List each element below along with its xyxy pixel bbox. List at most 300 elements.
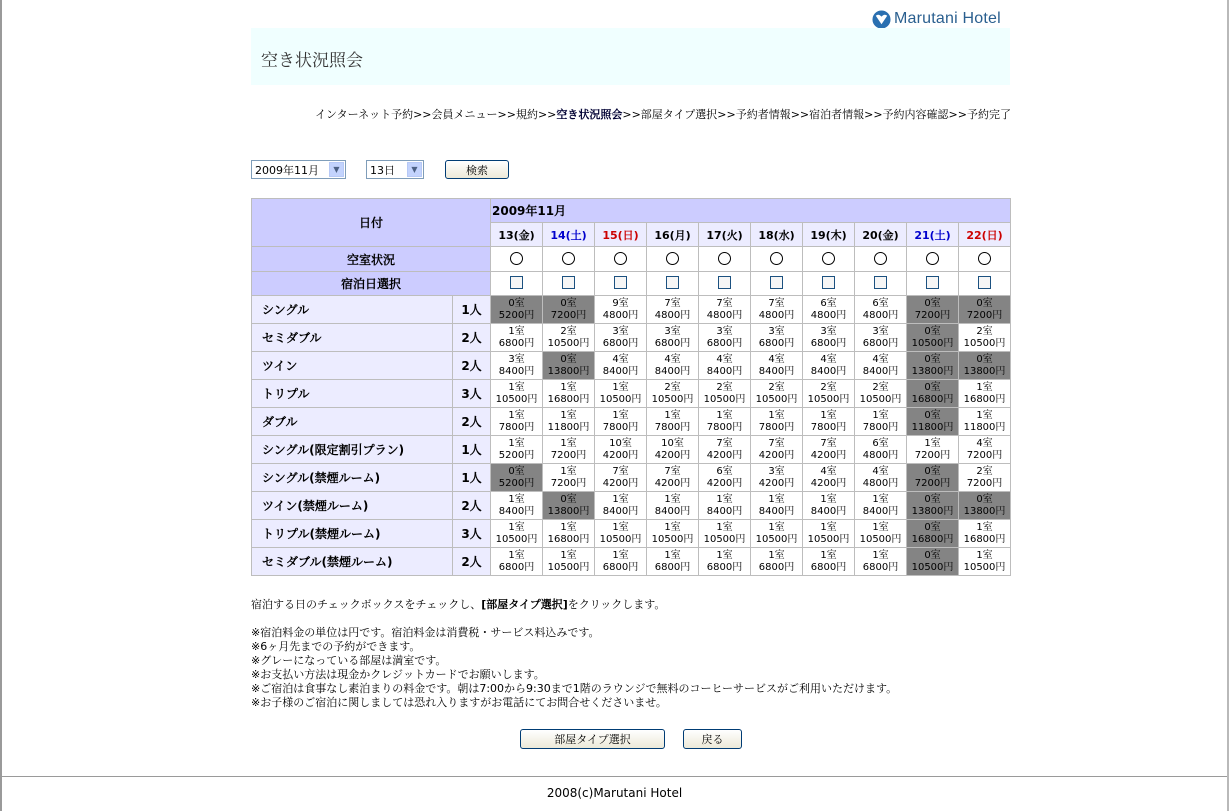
availability-cell (595, 296, 647, 324)
month-header: 2009年11月 (491, 199, 1011, 223)
rooms-left: 3室 (820, 325, 837, 337)
room-price: 11800円 (911, 421, 954, 433)
day-header: 21(土) (907, 223, 959, 247)
room-price: 6800円 (862, 337, 899, 349)
room-price: 8400円 (810, 505, 847, 517)
rooms-left: 1室 (716, 493, 733, 505)
room-price: 16800円 (963, 533, 1006, 545)
day-header: 19(木) (803, 223, 855, 247)
room-price: 16800円 (547, 393, 590, 405)
vacancy-cell (907, 247, 959, 272)
availability-cell (699, 352, 751, 380)
room-price: 8400円 (654, 365, 691, 377)
rooms-left: 4室 (976, 437, 993, 449)
availability-cell (491, 296, 543, 324)
rooms-left: 1室 (716, 521, 733, 533)
room-price: 7200円 (966, 477, 1003, 489)
room-price: 4200円 (706, 449, 743, 461)
room-price: 4200円 (706, 477, 743, 489)
room-occupancy: 3人 (453, 520, 491, 548)
rooms-left: 1室 (768, 493, 785, 505)
rooms-left: 1室 (872, 493, 889, 505)
rooms-left: 1室 (612, 381, 629, 393)
rooms-left: 1室 (768, 549, 785, 561)
heart-check-logo-icon (872, 10, 891, 29)
stay-date-checkbox[interactable] (874, 276, 887, 289)
rooms-left: 4室 (664, 353, 681, 365)
room-price: 8400円 (810, 365, 847, 377)
availability-cell (491, 436, 543, 464)
rooms-left: 0室 (924, 521, 941, 533)
availability-cell (647, 436, 699, 464)
stay-date-checkbox[interactable] (822, 276, 835, 289)
day-select[interactable] (366, 160, 424, 179)
room-price: 6800円 (498, 337, 535, 349)
room-price: 4800円 (810, 309, 847, 321)
room-price: 13800円 (547, 505, 590, 517)
room-type-name: ツイン(禁煙ルーム) (252, 492, 453, 520)
breadcrumb-before: インターネット予約>>会員メニュー>>規約>> (315, 108, 557, 121)
stay-date-cell (595, 272, 647, 296)
room-price: 5200円 (498, 477, 535, 489)
stay-date-checkbox[interactable] (666, 276, 679, 289)
room-row (252, 436, 1011, 464)
rooms-left: 2室 (716, 381, 733, 393)
room-price: 10500円 (755, 393, 798, 405)
room-price: 8400円 (602, 365, 639, 377)
room-price: 8400円 (602, 505, 639, 517)
note-line: ※宿泊料金の単位は円です。宿泊料金は消費税・サービス料込みです。 (251, 626, 600, 639)
availability-cell (855, 324, 907, 352)
stay-date-checkbox[interactable] (718, 276, 731, 289)
availability-cell (595, 352, 647, 380)
room-occupancy: 1人 (453, 296, 491, 324)
stay-date-checkbox[interactable] (614, 276, 627, 289)
room-price: 4800円 (862, 309, 899, 321)
vacancy-circle-icon (562, 252, 575, 265)
rooms-left: 3室 (768, 325, 785, 337)
day-header: 15(日) (595, 223, 647, 247)
room-price: 7200円 (550, 449, 587, 461)
room-row (252, 380, 1011, 408)
availability-cell (959, 436, 1011, 464)
day-select-value: 13日 (370, 163, 395, 177)
back-button[interactable]: 戻る (683, 729, 742, 749)
availability-cell (751, 492, 803, 520)
vacancy-circle-icon (510, 252, 523, 265)
availability-cell (491, 380, 543, 408)
rooms-left: 4室 (612, 353, 629, 365)
availability-cell (855, 492, 907, 520)
day-header: 13(金) (491, 223, 543, 247)
room-price: 6800円 (706, 561, 743, 573)
rooms-left: 0室 (924, 493, 941, 505)
room-price: 4200円 (654, 477, 691, 489)
rooms-left: 1室 (664, 493, 681, 505)
room-occupancy: 2人 (453, 352, 491, 380)
availability-cell (803, 520, 855, 548)
note-line: ※お子様のご宿泊に関しましては恐れ入りますがお電話にてお問合せくださいませ。 (251, 696, 667, 709)
stay-date-cell (543, 272, 595, 296)
rooms-left: 1室 (664, 549, 681, 561)
notes-list (251, 626, 897, 710)
vacancy-cell (959, 247, 1011, 272)
availability-cell (491, 408, 543, 436)
availability-cell (803, 324, 855, 352)
stay-date-cell (803, 272, 855, 296)
rooms-left: 0室 (924, 353, 941, 365)
availability-cell (803, 352, 855, 380)
rooms-left: 3室 (508, 353, 525, 365)
availability-cell (855, 380, 907, 408)
availability-cell (855, 464, 907, 492)
rooms-left: 0室 (560, 297, 577, 309)
rooms-left: 1室 (560, 381, 577, 393)
room-type-name: セミダブル (252, 324, 453, 352)
rooms-left: 1室 (508, 493, 525, 505)
stay-date-checkbox[interactable] (926, 276, 939, 289)
availability-cell (855, 548, 907, 576)
availability-cell (595, 380, 647, 408)
availability-cell (751, 380, 803, 408)
room-occupancy: 2人 (453, 408, 491, 436)
room-occupancy: 1人 (453, 464, 491, 492)
room-price: 7800円 (706, 421, 743, 433)
footer-divider (2, 776, 1227, 777)
room-price: 6800円 (602, 337, 639, 349)
rooms-left: 1室 (872, 521, 889, 533)
room-price: 13800円 (963, 365, 1006, 377)
room-price: 10500円 (547, 337, 590, 349)
note-line: ※ご宿泊は食事なし素泊まりの料金です。朝は7:00から9:30まで1階のラウンジで無料のコーヒーサービスがご利用いただけます。 (251, 682, 898, 695)
rooms-left: 1室 (508, 437, 525, 449)
room-type-name: セミダブル(禁煙ルーム) (252, 548, 453, 576)
vacancy-cell (751, 247, 803, 272)
rooms-left: 9室 (612, 297, 629, 309)
breadcrumb-current: 空き状況照会 (556, 108, 623, 121)
room-type-select-button[interactable]: 部屋タイプ選択 (520, 729, 665, 749)
availability-cell (803, 492, 855, 520)
availability-cell (647, 408, 699, 436)
rooms-left: 7室 (716, 297, 733, 309)
rooms-left: 1室 (560, 465, 577, 477)
rooms-left: 1室 (508, 549, 525, 561)
rooms-left: 1室 (976, 521, 993, 533)
availability-cell (699, 296, 751, 324)
rooms-left: 1室 (560, 521, 577, 533)
availability-cell (959, 408, 1011, 436)
room-price: 7800円 (602, 421, 639, 433)
availability-cell (959, 296, 1011, 324)
stay-date-select-label: 宿泊日選択 (252, 272, 491, 296)
vacancy-cell (855, 247, 907, 272)
rooms-left: 0室 (924, 297, 941, 309)
availability-cell (543, 436, 595, 464)
rooms-left: 0室 (924, 549, 941, 561)
availability-cell (491, 492, 543, 520)
vacancy-circle-icon (770, 252, 783, 265)
availability-cell (959, 492, 1011, 520)
date-header: 日付 (252, 199, 491, 247)
rooms-left: 1室 (560, 409, 577, 421)
room-price: 6800円 (706, 337, 743, 349)
chevron-down-icon[interactable]: ▼ (407, 162, 422, 177)
chevron-down-icon[interactable]: ▼ (329, 162, 344, 177)
stay-date-cell (959, 272, 1011, 296)
availability-cell (543, 548, 595, 576)
room-price: 16800円 (963, 393, 1006, 405)
room-price: 4800円 (862, 449, 899, 461)
availability-cell (751, 436, 803, 464)
day-header: 17(火) (699, 223, 751, 247)
room-price: 10500円 (495, 533, 538, 545)
room-price: 4200円 (810, 477, 847, 489)
vacancy-circle-icon (822, 252, 835, 265)
room-type-name: トリプル(禁煙ルーム) (252, 520, 453, 548)
room-price: 8400円 (758, 365, 795, 377)
availability-cell (595, 548, 647, 576)
stay-date-cell (491, 272, 543, 296)
rooms-left: 7室 (768, 297, 785, 309)
availability-cell (543, 380, 595, 408)
rooms-left: 3室 (664, 325, 681, 337)
availability-cell (803, 548, 855, 576)
availability-cell (751, 464, 803, 492)
stay-date-cell (647, 272, 699, 296)
rooms-left: 1室 (820, 549, 837, 561)
rooms-left: 1室 (768, 409, 785, 421)
room-price: 10500円 (911, 337, 954, 349)
room-price: 11800円 (963, 421, 1006, 433)
rooms-left: 1室 (820, 409, 837, 421)
availability-cell (543, 492, 595, 520)
availability-cell (595, 492, 647, 520)
stay-date-checkbox[interactable] (770, 276, 783, 289)
rooms-left: 1室 (872, 549, 889, 561)
availability-cell (803, 436, 855, 464)
room-price: 5200円 (498, 449, 535, 461)
availability-cell (647, 352, 699, 380)
rooms-left: 4室 (768, 353, 785, 365)
day-header: 14(土) (543, 223, 595, 247)
vacancy-cell (543, 247, 595, 272)
room-price: 4800円 (654, 309, 691, 321)
brand-name: Marutani Hotel (894, 10, 1001, 27)
room-price: 7800円 (654, 421, 691, 433)
rooms-left: 1室 (664, 521, 681, 533)
room-row (252, 520, 1011, 548)
availability-cell (959, 352, 1011, 380)
instruction-text: 宿泊する日のチェックボックスをチェックし、[部屋タイプ選択]をクリックします。 (251, 598, 666, 611)
rooms-left: 1室 (560, 437, 577, 449)
stay-date-cell (907, 272, 959, 296)
room-price: 4800円 (758, 309, 795, 321)
rooms-left: 6室 (820, 297, 837, 309)
room-price: 7800円 (498, 421, 535, 433)
room-price: 7200円 (550, 477, 587, 489)
rooms-left: 3室 (716, 325, 733, 337)
room-price: 4200円 (758, 449, 795, 461)
rooms-left: 7室 (768, 437, 785, 449)
room-price: 8400円 (758, 505, 795, 517)
availability-cell (751, 324, 803, 352)
availability-cell (699, 492, 751, 520)
rooms-left: 1室 (872, 409, 889, 421)
availability-cell (751, 520, 803, 548)
vacancy-cell (699, 247, 751, 272)
room-price: 10500円 (755, 533, 798, 545)
room-price: 10500円 (859, 533, 902, 545)
availability-cell (699, 408, 751, 436)
stay-date-checkbox[interactable] (978, 276, 991, 289)
room-price: 10500円 (703, 393, 746, 405)
room-price: 10500円 (963, 337, 1006, 349)
availability-cell (959, 324, 1011, 352)
availability-cell (699, 548, 751, 576)
availability-cell (543, 296, 595, 324)
month-select[interactable] (251, 160, 346, 179)
rooms-left: 1室 (612, 409, 629, 421)
room-occupancy: 2人 (453, 492, 491, 520)
rooms-left: 1室 (820, 493, 837, 505)
note-line: ※お支払い方法は現金かクレジットカードでお願いします。 (251, 668, 545, 681)
rooms-left: 2室 (976, 325, 993, 337)
availability-cell (907, 408, 959, 436)
vacancy-cell (803, 247, 855, 272)
room-price: 11800円 (547, 421, 590, 433)
availability-cell (699, 520, 751, 548)
vacancy-circle-icon (874, 252, 887, 265)
rooms-left: 1室 (716, 549, 733, 561)
availability-cell (751, 548, 803, 576)
room-type-name: シングル(限定割引プラン) (252, 436, 453, 464)
room-price: 4800円 (602, 309, 639, 321)
rooms-left: 0室 (924, 465, 941, 477)
availability-cell (647, 520, 699, 548)
room-price: 6800円 (758, 561, 795, 573)
room-price: 10500円 (599, 533, 642, 545)
footer-copyright: 2008(c)Marutani Hotel (546, 786, 683, 800)
room-price: 10500円 (703, 533, 746, 545)
note-line: ※6ヶ月先までの予約ができます。 (251, 640, 421, 653)
rooms-left: 6室 (716, 465, 733, 477)
stay-date-cell (751, 272, 803, 296)
room-price: 8400円 (706, 365, 743, 377)
availability-cell (803, 296, 855, 324)
room-price: 10500円 (859, 393, 902, 405)
room-price: 6800円 (602, 561, 639, 573)
rooms-left: 7室 (716, 437, 733, 449)
room-price: 7200円 (966, 449, 1003, 461)
vacancy-circle-icon (926, 252, 939, 265)
room-row (252, 324, 1011, 352)
availability-cell (855, 408, 907, 436)
room-price: 4800円 (706, 309, 743, 321)
rooms-left: 1室 (716, 409, 733, 421)
room-price: 6800円 (498, 561, 535, 573)
room-price: 10500円 (807, 393, 850, 405)
availability-cell (647, 324, 699, 352)
availability-cell (491, 464, 543, 492)
room-row (252, 296, 1011, 324)
room-price: 4800円 (862, 477, 899, 489)
room-price: 6800円 (810, 337, 847, 349)
left-border (0, 0, 2, 811)
availability-cell (595, 464, 647, 492)
vacancy-cell (595, 247, 647, 272)
room-price: 13800円 (911, 505, 954, 517)
rooms-left: 2室 (976, 465, 993, 477)
room-price: 4200円 (654, 449, 691, 461)
rooms-left: 2室 (664, 381, 681, 393)
room-price: 13800円 (547, 365, 590, 377)
room-row (252, 352, 1011, 380)
availability-cell (543, 408, 595, 436)
search-button[interactable]: 検索 (445, 160, 509, 179)
availability-cell (907, 436, 959, 464)
room-price: 8400円 (862, 505, 899, 517)
room-type-name: ダブル (252, 408, 453, 436)
breadcrumb-after: >>部屋タイプ選択>>予約者情報>>宿泊者情報>>予約内容確認>>予約完了 (622, 108, 1011, 121)
room-type-name: ツイン (252, 352, 453, 380)
room-price: 8400円 (498, 365, 535, 377)
room-row (252, 464, 1011, 492)
availability-cell (491, 520, 543, 548)
availability-cell (907, 296, 959, 324)
availability-cell (647, 548, 699, 576)
availability-cell (959, 520, 1011, 548)
rooms-left: 1室 (924, 437, 941, 449)
rooms-left: 1室 (508, 521, 525, 533)
rooms-left: 7室 (664, 465, 681, 477)
availability-cell (959, 464, 1011, 492)
day-header: 22(日) (959, 223, 1011, 247)
room-occupancy: 1人 (453, 436, 491, 464)
rooms-left: 1室 (612, 521, 629, 533)
brand (872, 8, 1001, 30)
availability-cell (907, 380, 959, 408)
rooms-left: 7室 (664, 297, 681, 309)
rooms-left: 2室 (560, 325, 577, 337)
availability-cell (543, 324, 595, 352)
day-header: 20(金) (855, 223, 907, 247)
room-price: 10500円 (651, 393, 694, 405)
room-price: 10500円 (599, 393, 642, 405)
availability-cell (803, 464, 855, 492)
availability-cell (699, 436, 751, 464)
availability-cell (647, 380, 699, 408)
room-row (252, 548, 1011, 576)
rooms-left: 4室 (820, 465, 837, 477)
availability-table (251, 198, 1011, 576)
rooms-left: 3室 (872, 325, 889, 337)
month-select-value: 2009年11月 (255, 163, 319, 177)
room-price: 10500円 (651, 533, 694, 545)
availability-cell (699, 464, 751, 492)
rooms-left: 1室 (508, 325, 525, 337)
room-price: 16800円 (911, 533, 954, 545)
availability-cell (491, 352, 543, 380)
stay-date-checkbox[interactable] (510, 276, 523, 289)
vacancy-cell (647, 247, 699, 272)
availability-cell (959, 548, 1011, 576)
stay-date-checkbox[interactable] (562, 276, 575, 289)
room-price: 10500円 (963, 561, 1006, 573)
rooms-left: 3室 (768, 465, 785, 477)
room-price: 4200円 (758, 477, 795, 489)
availability-cell (751, 352, 803, 380)
room-price: 8400円 (498, 505, 535, 517)
